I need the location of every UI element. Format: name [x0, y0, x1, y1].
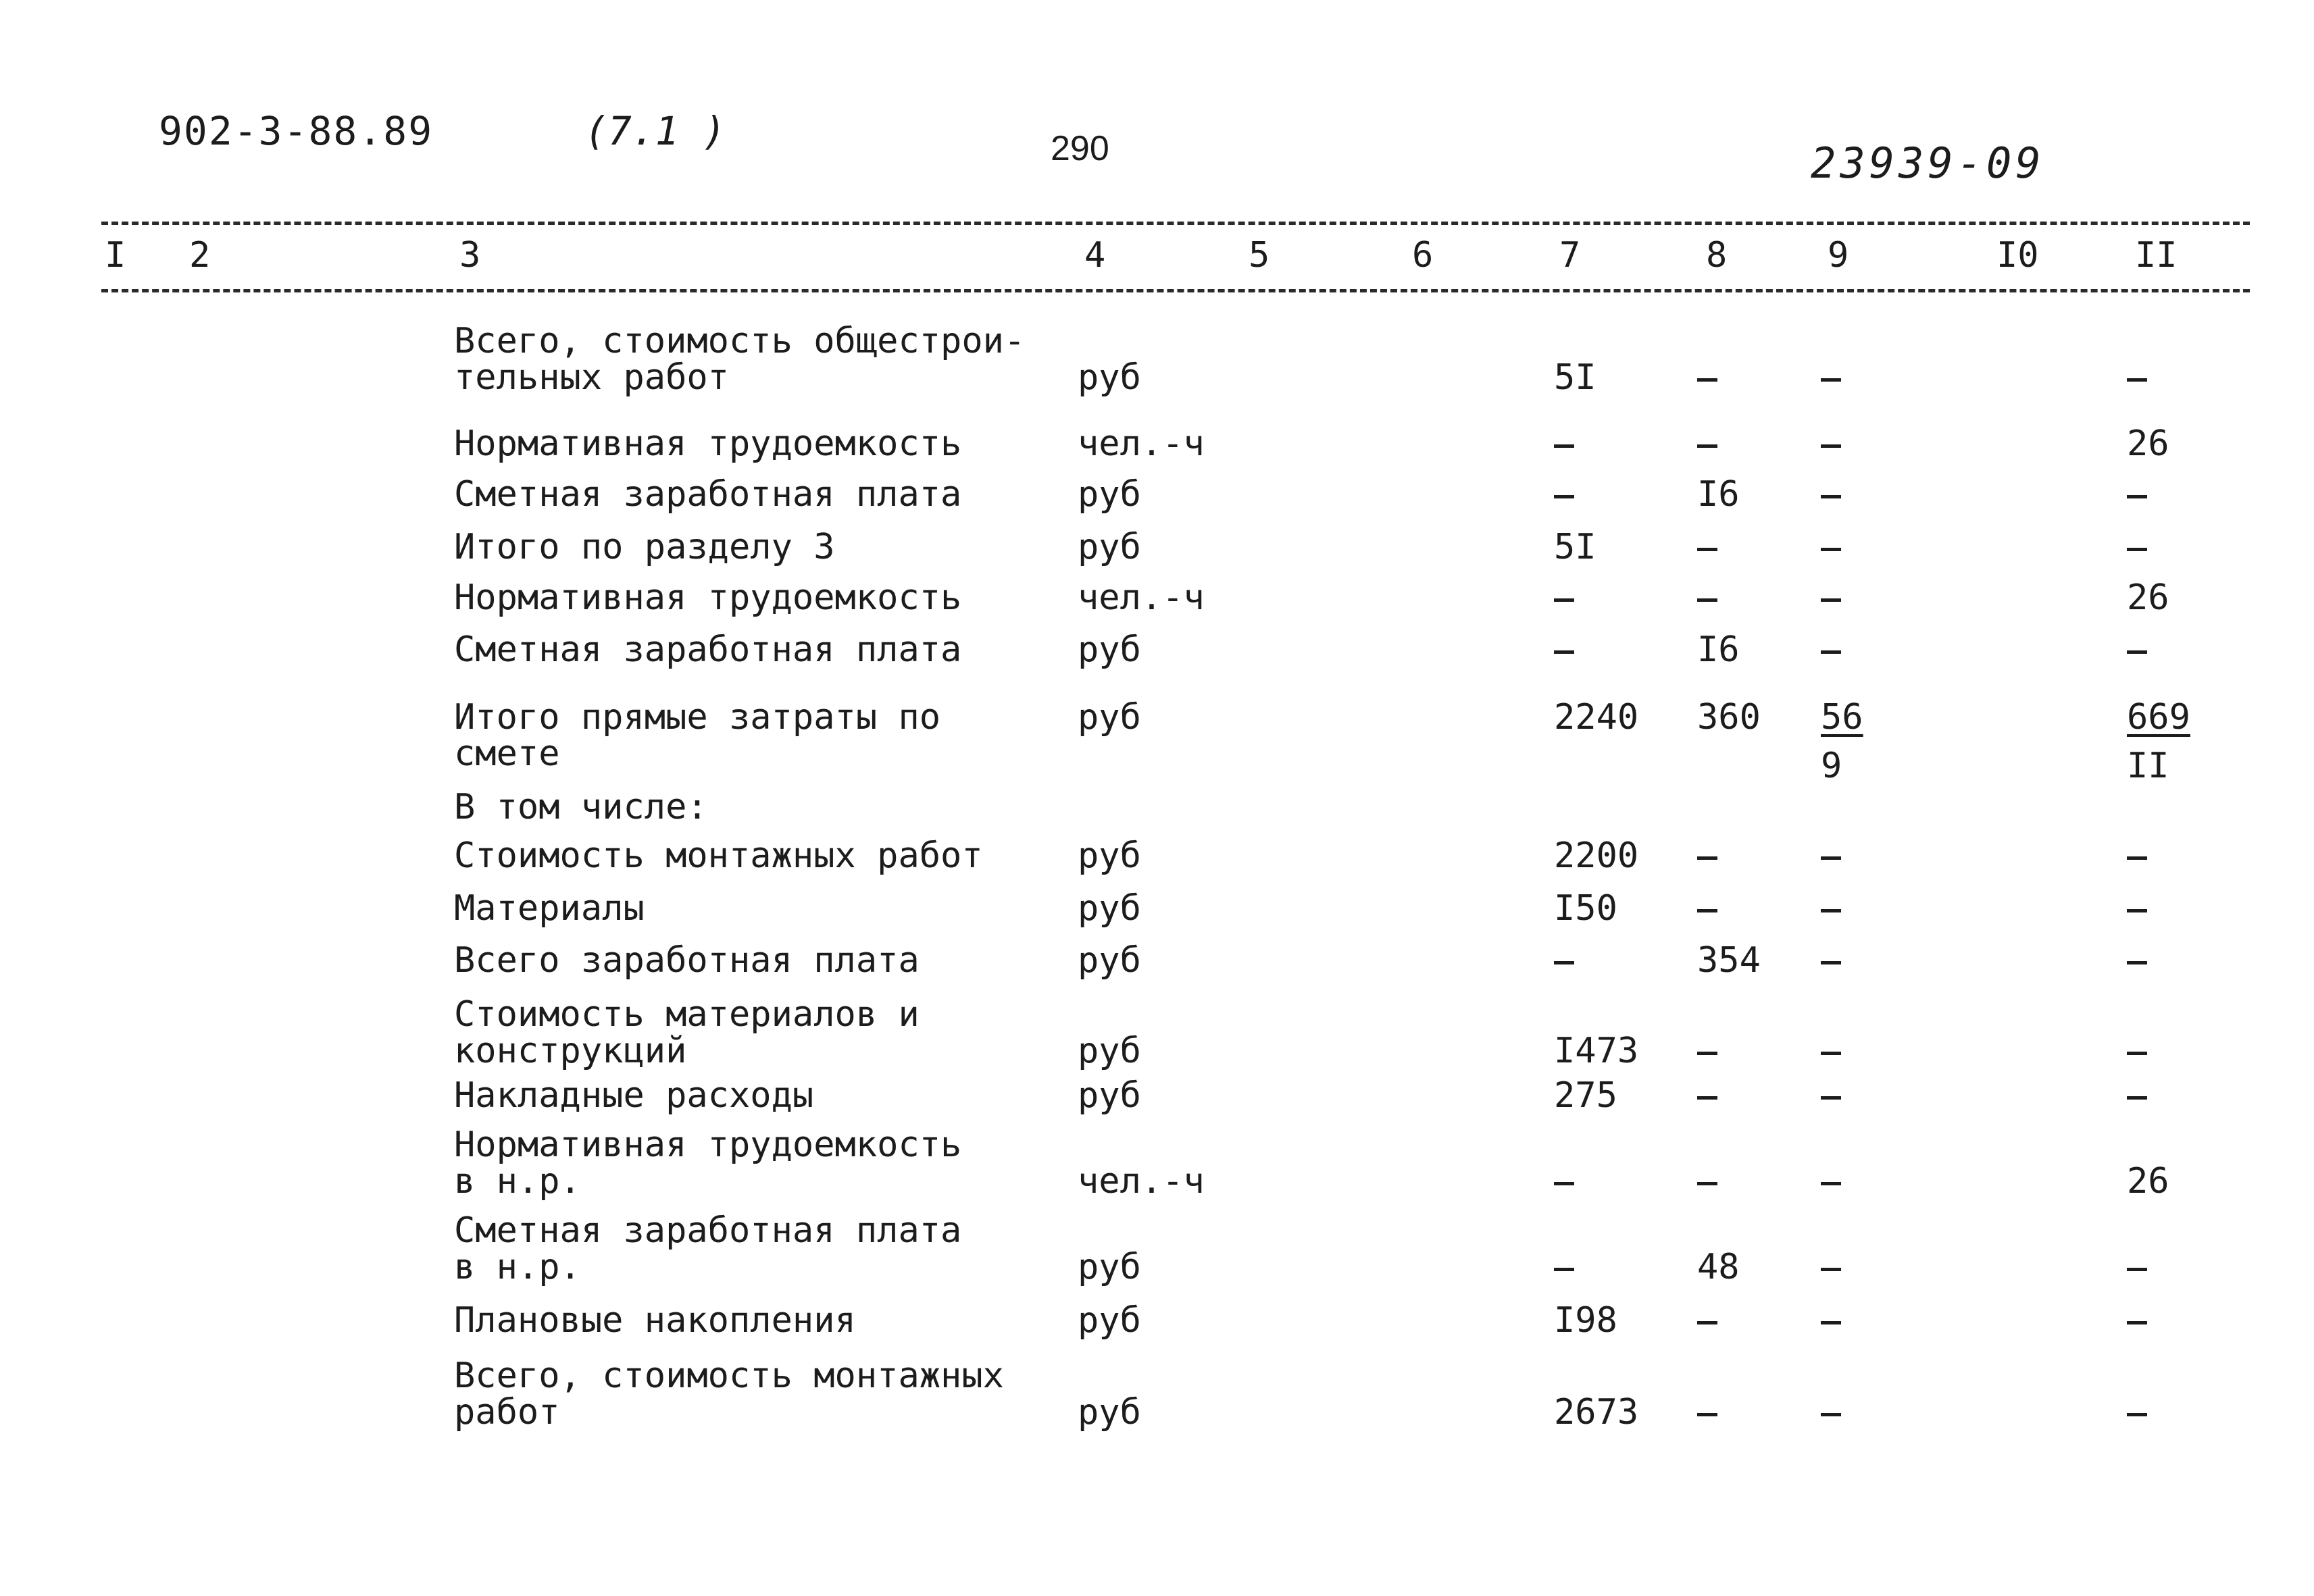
- dash-mark: [2127, 495, 2147, 498]
- column-8-value: [1697, 1163, 1717, 1200]
- column-8-value: [1697, 359, 1717, 396]
- column-header-5: 5: [1249, 235, 1270, 276]
- row-description: Всего, стоимость монтажных: [454, 1356, 1004, 1396]
- column-8-value: 48: [1697, 1247, 1740, 1287]
- dash-mark: [2127, 548, 2147, 551]
- column-header-6: 6: [1412, 235, 1434, 276]
- column-7-value: 5I: [1554, 527, 1596, 567]
- column-11-value: [2127, 1077, 2147, 1114]
- column-header-3: 3: [459, 235, 481, 276]
- dash-mark: [1821, 909, 1841, 912]
- row-description: Стоимость монтажных работ: [454, 835, 983, 876]
- column-11-value-denominator: II: [2127, 746, 2169, 786]
- dash-mark: [1554, 1182, 1574, 1185]
- column-9-value: [1821, 1077, 1841, 1114]
- column-11-value: [2127, 1394, 2147, 1431]
- column-header-9: 9: [1828, 235, 1849, 276]
- dash-mark: [1821, 1096, 1841, 1100]
- column-7-value: [1554, 942, 1574, 979]
- column-7-value: 5I: [1554, 357, 1596, 398]
- row-description: Сметная заработная плата: [454, 1210, 962, 1251]
- row-description: конструкций: [454, 1031, 687, 1071]
- column-11-value: [2127, 359, 2147, 396]
- column-9-value: [1821, 632, 1841, 668]
- dash-mark: [2127, 1413, 2147, 1416]
- row-unit: чел.-ч: [1078, 577, 1205, 618]
- dash-mark: [2127, 1268, 2147, 1271]
- column-8-value: I6: [1697, 474, 1740, 515]
- column-9-value: [1821, 1394, 1841, 1431]
- dash-mark: [1821, 548, 1841, 551]
- archive-number: 23939-09: [1811, 138, 2045, 188]
- column-header-8: 8: [1706, 235, 1728, 276]
- dash-mark: [2127, 378, 2147, 382]
- column-8-value: [1697, 838, 1717, 874]
- column-8-value: [1697, 529, 1717, 565]
- column-7-value: I98: [1554, 1300, 1617, 1341]
- column-9-value: [1821, 529, 1841, 565]
- column-11-value: [2127, 1302, 2147, 1339]
- column-7-value: I50: [1554, 888, 1617, 929]
- column-11-value: [2127, 632, 2147, 668]
- column-9-value: [1821, 890, 1841, 927]
- column-8-value: [1697, 426, 1717, 462]
- row-unit: руб: [1078, 697, 1141, 738]
- column-7-value: [1554, 476, 1574, 513]
- dash-mark: [1821, 856, 1841, 860]
- document-reference: (7.1 ): [584, 108, 726, 154]
- dash-mark: [1554, 444, 1574, 448]
- dash-mark: [1697, 598, 1717, 602]
- row-description: Сметная заработная плата: [454, 629, 962, 670]
- row-description: Итого по разделу 3: [454, 527, 835, 567]
- dash-mark: [1821, 1413, 1841, 1416]
- row-unit: руб: [1078, 940, 1141, 981]
- column-9-value: [1821, 1163, 1841, 1200]
- row-unit: руб: [1078, 629, 1141, 670]
- dash-mark: [1821, 961, 1841, 964]
- column-11-value: 669: [2127, 697, 2190, 738]
- dash-mark: [1821, 378, 1841, 382]
- row-description: Итого прямые затраты по: [454, 697, 941, 738]
- dash-mark: [1697, 378, 1717, 382]
- column-11-value: 26: [2127, 577, 2169, 618]
- dash-mark: [1821, 1182, 1841, 1185]
- dash-mark: [2127, 1321, 2147, 1324]
- column-9-value: [1821, 476, 1841, 513]
- dash-mark: [2127, 1096, 2147, 1100]
- dash-mark: [1697, 1321, 1717, 1324]
- column-11-value: [2127, 838, 2147, 874]
- dash-mark: [1554, 598, 1574, 602]
- column-8-value: [1697, 890, 1717, 927]
- dash-mark: [1697, 909, 1717, 912]
- column-7-value: [1554, 1249, 1574, 1285]
- dash-mark: [1821, 1052, 1841, 1055]
- column-8-value: [1697, 1077, 1717, 1114]
- column-9-value: [1821, 838, 1841, 874]
- column-9-value: [1821, 580, 1841, 616]
- row-description: в н.р.: [454, 1247, 581, 1287]
- column-9-value: [1821, 359, 1841, 396]
- row-unit: руб: [1078, 888, 1141, 929]
- column-11-value: [2127, 1249, 2147, 1285]
- row-unit: руб: [1078, 527, 1141, 567]
- page-number: 290: [1051, 129, 1109, 168]
- column-7-value: [1554, 426, 1574, 462]
- column-7-value: 275: [1554, 1075, 1617, 1116]
- header-top-rule: [101, 222, 2250, 225]
- dash-mark: [1554, 650, 1574, 654]
- column-9-value-denominator: 9: [1821, 746, 1842, 786]
- column-9-value: [1821, 426, 1841, 462]
- dash-mark: [1697, 1413, 1717, 1416]
- dash-mark: [2127, 650, 2147, 654]
- row-description: Нормативная трудоемкость: [454, 423, 962, 464]
- column-8-value: [1697, 1394, 1717, 1431]
- column-7-value: [1554, 1163, 1574, 1200]
- column-8-value: 360: [1697, 697, 1761, 738]
- row-unit: чел.-ч: [1078, 423, 1205, 464]
- column-8-value: [1697, 1302, 1717, 1339]
- column-9-value: 56: [1821, 697, 1863, 738]
- row-description: В том числе:: [454, 787, 708, 827]
- column-header-7: 7: [1559, 235, 1581, 276]
- row-description: Всего, стоимость общестрои-: [454, 321, 1026, 361]
- row-unit: чел.-ч: [1078, 1161, 1205, 1202]
- row-unit: руб: [1078, 474, 1141, 515]
- dash-mark: [2127, 909, 2147, 912]
- column-header-4: 4: [1084, 235, 1106, 276]
- column-11-value: 26: [2127, 423, 2169, 464]
- row-unit: руб: [1078, 357, 1141, 398]
- column-7-value: 2240: [1554, 697, 1639, 738]
- column-7-value: I473: [1554, 1031, 1639, 1071]
- column-8-value: [1697, 580, 1717, 616]
- column-11-value: [2127, 942, 2147, 979]
- row-description: в н.р.: [454, 1161, 581, 1202]
- column-header-2: 2: [189, 235, 211, 276]
- dash-mark: [1821, 1321, 1841, 1324]
- dash-mark: [1697, 1096, 1717, 1100]
- row-description: Всего заработная плата: [454, 940, 920, 981]
- dash-mark: [1697, 444, 1717, 448]
- dash-mark: [1821, 650, 1841, 654]
- row-description: Сметная заработная плата: [454, 474, 962, 515]
- row-unit: руб: [1078, 1392, 1141, 1433]
- column-7-value: [1554, 632, 1574, 668]
- column-header-10: I0: [1996, 235, 2039, 276]
- dash-mark: [2127, 961, 2147, 964]
- column-7-value: 2673: [1554, 1392, 1639, 1433]
- dash-mark: [1697, 548, 1717, 551]
- row-unit: руб: [1078, 1031, 1141, 1071]
- column-7-value: [1554, 580, 1574, 616]
- column-11-value: 26: [2127, 1161, 2169, 1202]
- dash-mark: [1697, 856, 1717, 860]
- column-11-value: [2127, 1033, 2147, 1069]
- dash-mark: [2127, 856, 2147, 860]
- column-9-value: [1821, 1302, 1841, 1339]
- column-9-value: [1821, 1033, 1841, 1069]
- row-unit: руб: [1078, 1247, 1141, 1287]
- dash-mark: [1821, 444, 1841, 448]
- dash-mark: [1697, 1182, 1717, 1185]
- dash-mark: [1821, 1268, 1841, 1271]
- header-bottom-rule: [101, 289, 2250, 292]
- column-7-value: 2200: [1554, 835, 1639, 876]
- dash-mark: [1697, 1052, 1717, 1055]
- dash-mark: [2127, 1052, 2147, 1055]
- document-code: 902-3-88.89: [159, 108, 434, 154]
- row-description: Нормативная трудоемкость: [454, 1125, 962, 1165]
- row-description: тельных работ: [454, 357, 729, 398]
- column-11-value: [2127, 476, 2147, 513]
- column-header-11: II: [2135, 235, 2178, 276]
- row-description: Стоимость материалов и: [454, 994, 920, 1035]
- column-11-value: [2127, 529, 2147, 565]
- row-description: Плановые накопления: [454, 1300, 856, 1341]
- dash-mark: [1554, 961, 1574, 964]
- column-9-value: [1821, 1249, 1841, 1285]
- dash-mark: [1554, 1268, 1574, 1271]
- column-9-value: [1821, 942, 1841, 979]
- row-description: смете: [454, 733, 560, 774]
- column-8-value: I6: [1697, 629, 1740, 670]
- row-unit: руб: [1078, 1300, 1141, 1341]
- row-unit: руб: [1078, 1075, 1141, 1116]
- row-description: Нормативная трудоемкость: [454, 577, 962, 618]
- column-header-1: I: [105, 235, 126, 276]
- dash-mark: [1821, 598, 1841, 602]
- row-unit: руб: [1078, 835, 1141, 876]
- row-description: Материалы: [454, 888, 645, 929]
- dash-mark: [1554, 495, 1574, 498]
- row-description: Накладные расходы: [454, 1075, 814, 1116]
- column-11-value: [2127, 890, 2147, 927]
- column-8-value: 354: [1697, 940, 1761, 981]
- dash-mark: [1821, 495, 1841, 498]
- row-description: работ: [454, 1392, 560, 1433]
- column-8-value: [1697, 1033, 1717, 1069]
